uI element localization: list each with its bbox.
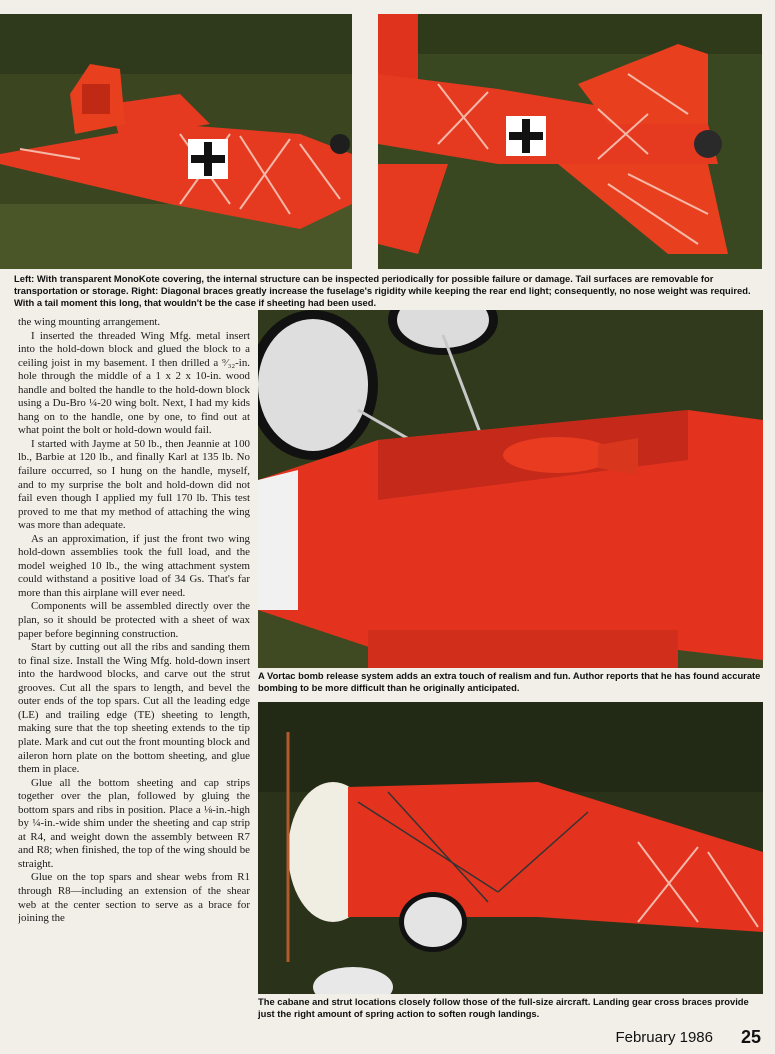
article-paragraph: I inserted the threaded Wing Mfg. metal insert into the hold-down block and glued the block to a ceiling joist in my basement. I then drilled a ⁹⁄₃₂-in. hole through the middle of a 1 x 2 x 10-in. wood handle and bolted the handle to the hold-down block using a Du-Bro ¼-20 wing bolt. Next, I had my kids hang on to the handle, one by one, to find out at what point the bolt or hold-down would fail.: [18, 329, 250, 437]
photo-cabane-struts: [258, 702, 763, 994]
bomb-release-image: [258, 310, 763, 668]
caption-bottom: The cabane and strut locations closely follow those of the full-size aircraft. Landing gear cross braces provide just the right amount of spring action to soften rough landings.: [258, 996, 749, 1019]
article-paragraph: I started with Jayme at 50 lb., then Jeannie at 100 lb., Barbie at 120 lb., and finally Karl at 135 lb. No failure occurred, so I hung on the handle, myself, and to my surprise the bolt and hold-down did not fail even though I applied my full 170 lb. This test proved to me that my method of attaching the wing was more than adequate.: [18, 437, 250, 532]
cabane-struts-image: [258, 702, 763, 994]
article-paragraph: As an approximation, if just the front two wing hold-down assemblies took the full load, and the model weighed 10 lb., the wing attachment system could withstand a positive load of 34 Gs. That's far more than this airplane will ever need.: [18, 532, 250, 599]
article-paragraph: Start by cutting out all the ribs and sanding them to final size. Install the Wing Mfg. hold-down insert into the hardwood blocks, and carve out the strut grooves. Cut all the spars to length, and bevel the outer ends of the top spars. Cut all the leading edge (LE) and trailing edge (TE) sheeting to length, making sure that the top sheeting extends to the tip plate. Mark and cut out the front mounting block and aileron horn plate on the bottom sheeting, and glue them in place.: [18, 641, 250, 776]
caption-middle: A Vortac bomb release system adds an extra touch of realism and fun. Author reports that he has found accurate bombing to be more difficult than he originally anticipated.: [258, 670, 761, 693]
issue-date: February 1986: [615, 1029, 713, 1046]
photo-tail-surfaces: [378, 14, 762, 269]
photo-bomb-release: [258, 310, 763, 668]
caption-top: Left: With transparent MonoKote covering, the internal structure can be inspected periodically for possible failure or damage. Tail surfaces are removable for transportation or storage. Right: Diagonal braces greatly increase the fuselage's rigidity while keeping the rear end light; consequently, no nose weight was required. With a tail moment this long, that wouldn't be the case if sheeting had been used.: [14, 273, 751, 308]
article-paragraph: Components will be assembled directly over the plan, so it should be protected with a sheet of wax paper before beginning construction.: [18, 600, 250, 640]
tail-surfaces-image: [378, 14, 762, 269]
article-body: [18, 316, 250, 1028]
photo-fuselage-side: [0, 14, 352, 269]
article-paragraph: Glue all the bottom sheeting and cap strips together over the plan, followed by gluing the bottom spars and ribs in position. Place a ⅛-in.-high by ¼-in.-wide shim under the sheeting and cap strip at R4, and weight down the assembly between R7 and R8; when finished, the top of the wing should be straight.: [18, 776, 250, 870]
fuselage-side-image: [0, 14, 352, 269]
article-paragraph: the wing mounting arrangement.: [18, 316, 161, 328]
page-number: 25: [740, 1027, 761, 1047]
article-paragraph: Glue on the top spars and shear webs from R1 through R8—including an extension of the shear web at the center section to serve as a brace for joining the: [18, 871, 250, 925]
